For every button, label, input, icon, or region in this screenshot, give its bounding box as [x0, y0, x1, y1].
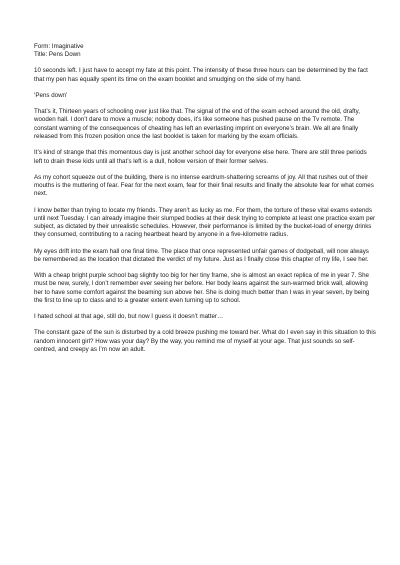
paragraph-purple-bag: With a cheap bright purple school bag slightly too big for her tiny frame, she is almost an exact replica of me in year 7. She must be new, surely, I don’t remember ever seeing her before. Her body leans against the sun-warmed brick wall, allowing her to have some comfort against the beaming sun above her. She is doing much better than I was in year seven, by being the first to line up to class and to a greater extent even turning up to school.	[34, 272, 370, 304]
document-header	[34, 43, 376, 60]
title-label: Title: Pens Down	[34, 51, 81, 59]
paragraph-exam-hall: My eyes drift into the exam hall one final time. The place that once represented unfair games of dodgeball, will now always be remembered as the location that dictated the verdict of my future. Just as I finally close this chapter of my life, I see her.	[34, 247, 369, 263]
form-label: Form: Imaginative	[34, 43, 84, 50]
paragraph-friends: I know better than trying to locate my friends. They aren’t as lucky as me. For them, the torture of these vital exams extends until next Tuesday. I can already imagine their slumped bodies at their desk trying to complete at least one practice exam per subject, as dictated by their unrealistic schedules. However, their performance is limited by the bucket-load of energy drinks they consumed, contributing to a racing heartbeat heard by anyone in a five-kilometre radius.	[34, 206, 376, 239]
paragraph-pens-down-quote: ‘Pens down’	[34, 91, 68, 99]
paragraph-cold-breeze: The constant gaze of the sun is disturbed by a cold breeze pushing me toward her. What do I even say in this situation to this random innocent girl? How was your day? By the way, you remind me of myself at your age. That just sounds so self-centred, and creepy as I’m now an adult.	[34, 329, 376, 353]
paragraph-momentous-day: It’s kind of strange that this momentous day is just another school day for everyone else here. There are still three periods left to drain these kids until all that’s left is a dull, hollow version of their former selves.	[34, 149, 367, 165]
paragraph-opening: 10 seconds left. I just have to accept my fate at this point. The intensity of these three hours can be determined by the fact that my pen has equally spent its time on the exam booklet and smudging on the side of my hand.	[34, 67, 368, 83]
paragraph-cohort: As my cohort squeeze out of the building, there is no intense eardrum-shattering screams of joy. All that rushes out of their mouths is the muttering of fear. Fear for the next exam, fear for their final results and finally the absolute fear for what comes next.	[34, 173, 374, 198]
paragraph-thirteen-years: That’s it, Thirteen years of schooling over just like that. The signal of the end of the exam echoed around the old, drafty, wooden hall. I don’t dare to move a muscle; nobody does, it’s like someone has pushed pause on the Tv remote. The constant warning of the consequences of cheating has left an everlasting imprint on everyone’s brain. We all are finally released from this frozen position once the last booklet is taken for marking by the exam officials.	[34, 108, 360, 141]
paragraph-hated-school: I hated school at that age, still do, but now I guess it doesn’t matter…	[34, 313, 224, 321]
